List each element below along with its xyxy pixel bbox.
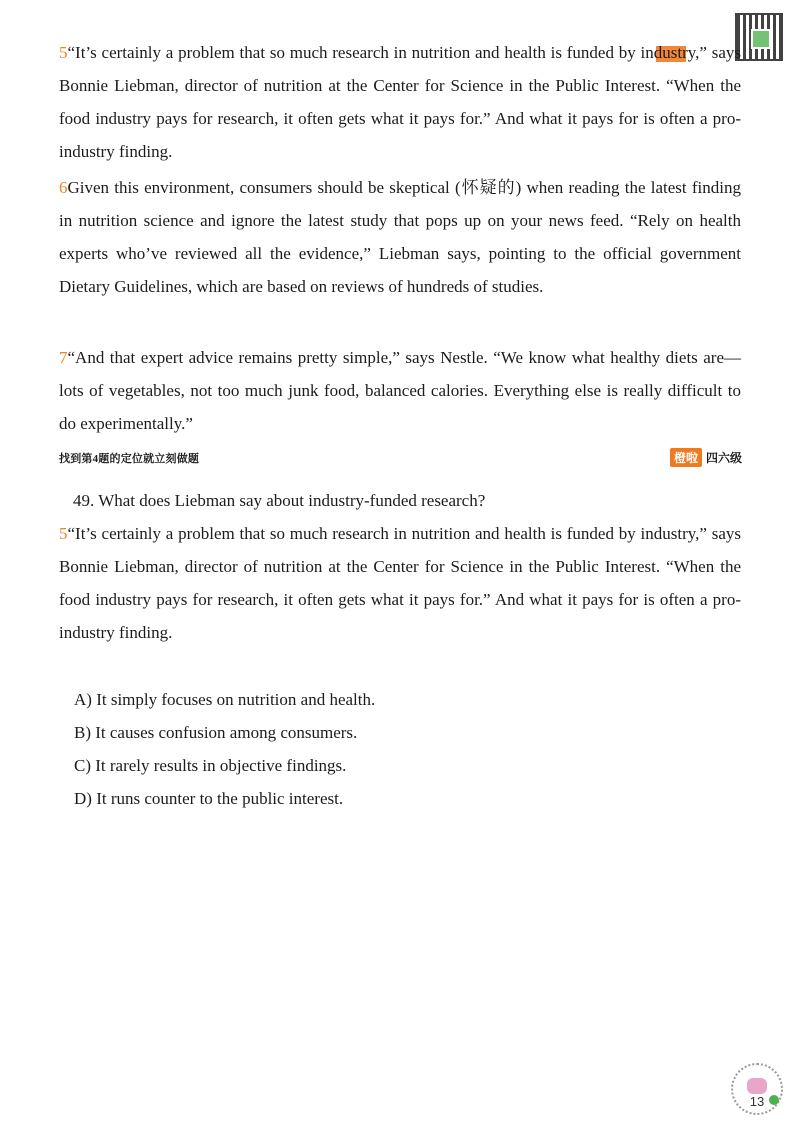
- footer-hint: 找到第4题的定位就立刻做题: [59, 453, 200, 465]
- qr-code: [735, 13, 783, 61]
- page-number-badge: [731, 1063, 783, 1115]
- option-c[interactable]: C) It rarely results in objective findings.: [74, 756, 347, 775]
- status-dot-icon: [769, 1095, 779, 1105]
- passage-paragraph-6: [59, 171, 741, 303]
- question-title: 49. What does Liebman say about industry-funded research?: [73, 491, 486, 510]
- paragraph-number: 6: [59, 178, 68, 197]
- paragraph-number: 5: [59, 524, 68, 543]
- paragraph-number: 7: [59, 348, 68, 367]
- option-b[interactable]: B) It causes confusion among consumers.: [74, 723, 358, 742]
- paragraph-text: Given this environment, consumers should be skeptical (怀疑的) when reading the latest finding in nutrition science and ignore the latest study that pops up on your news feed. “Rely on health experts who’ve reviewed all the evidence,” Liebman says, pointing to the official government Dietary Guidelines, which are based on reviews of hundreds of studies.: [59, 178, 741, 296]
- brand-logo: [670, 448, 742, 467]
- option-a[interactable]: A) It simply focuses on nutrition and health.: [74, 690, 376, 709]
- answer-options: [74, 683, 375, 815]
- passage-paragraph-7: [59, 341, 741, 440]
- option-d[interactable]: D) It runs counter to the public interest.: [74, 789, 344, 808]
- paragraph-text: “It’s certainly a problem that so much research in nutrition and health is funded by industry,” says Bonnie Liebman, director of nutrition at the Center for Science in the Public Interest. “When the food industry pays for research, it often gets what it pays for.” And what it pays for is often a pro-industry finding.: [59, 524, 741, 642]
- question-quote: [59, 517, 741, 649]
- mascot-icon: [747, 1078, 767, 1094]
- brand-badge: 橙啦: [670, 448, 702, 467]
- passage-paragraph-5: [59, 36, 741, 168]
- paragraph-text: “And that expert advice remains pretty simple,” says Nestle. “We know what healthy diets are—lots of vegetables, not too much junk food, balanced calories. Everything else is really difficult to do experimentally.”: [59, 348, 741, 433]
- brand-text: 四六级: [705, 451, 742, 465]
- paragraph-text: “It’s certainly a problem that so much research in nutrition and health is funded by industry,” says Bonnie Liebman, director of nutrition at the Center for Science in the Public Interest. “When the food industry pays for research, it often gets what it pays for.” And what it pays for is often a pro-industry finding.: [59, 43, 741, 161]
- page-number: 13: [749, 1094, 765, 1109]
- paragraph-number: 5: [59, 43, 68, 62]
